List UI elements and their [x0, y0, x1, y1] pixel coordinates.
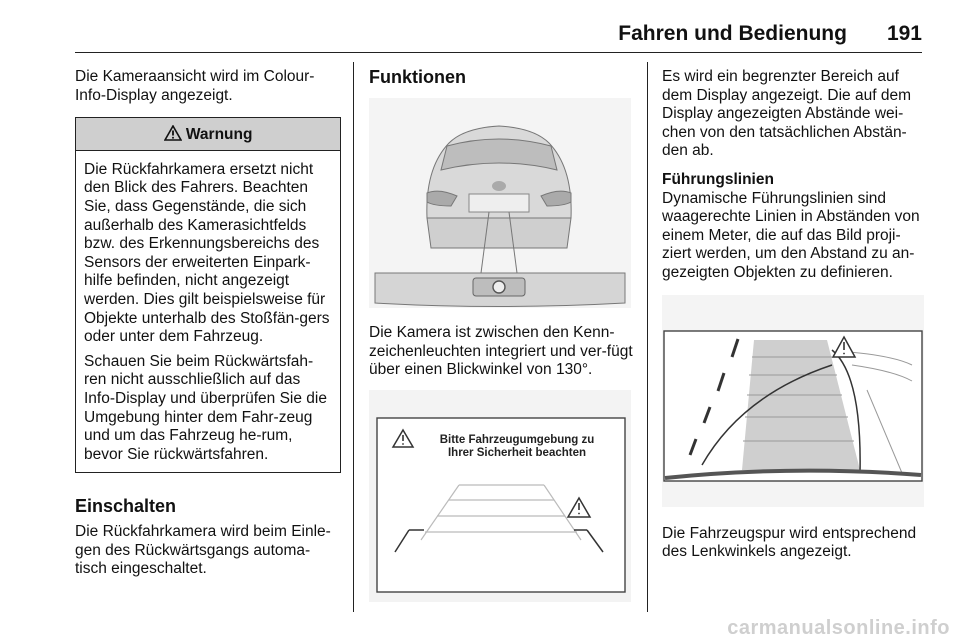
car-rear-svg	[369, 98, 631, 308]
track-guidelines-svg	[662, 295, 924, 507]
chapter-title: Fahren und Bedienung	[618, 22, 847, 45]
display-warning-illustration	[369, 390, 631, 602]
track-caption: Die Fahrzeugspur wird entsprechend des Lenkwinkels angezeigt.	[662, 524, 917, 561]
left-column	[75, 68, 341, 579]
warning-box	[75, 117, 341, 473]
right-intro-text: Es wird ein begrenzter Bereich auf dem Display angezeigt. Die auf dem Display angezeigten Abstände wei-chen von den tatsächlichen Abstän-den ab.	[662, 68, 911, 160]
warning-paragraph-1: Die Rückfahrkamera ersetzt nicht den Blick des Fahrers. Beachten Sie, dass Gegenstände, die sich außerhalb des Kamerasichtfelds bzw. des Erkennungsbereichs des Sensors der erweiterten Einpark-hilfe befinden, nicht angezeigt werden. Dies gilt beispielsweise für Objekte unterhalb des Stoßfän-gers oder unter dem Fahrzeug.	[84, 160, 330, 346]
camera-caption: Die Kamera ist zwischen den Kenn-zeichenleuchten integriert und ver-fügt über einen Blickwinkel von 130°.	[369, 324, 633, 379]
section-title-einschalten: Einschalten	[75, 496, 177, 517]
warning-body	[76, 151, 340, 473]
right-column	[662, 68, 928, 562]
guide-lines-text: Dynamische Führungslinien sind waagerechte Linien in Abständen von einem Meter, die auf das Bild proji-ziert werden, um den Abstand zu an-gezeigten Objekten zu definieren.	[662, 189, 920, 281]
watermark: carmanualsonline.info	[727, 617, 950, 639]
column-divider-2	[647, 62, 648, 612]
guide-lines-title: Führungslinien	[662, 170, 774, 188]
page-header	[618, 22, 922, 46]
rear-camera-location-illustration	[369, 98, 631, 308]
display-message	[427, 434, 607, 460]
display-guidelines-svg	[369, 390, 631, 602]
header-rule	[75, 52, 922, 53]
warning-triangle-icon	[164, 126, 186, 143]
intro-text: Die Kameraansicht wird im Colour-Info-Display angezeigt.	[75, 68, 315, 104]
section-title-funktionen: Funktionen	[369, 67, 466, 87]
section-text-einschalten: Die Rückfahrkamera wird beim Einle-gen des Rückwärtsgangs automa-tisch eingeschaltet.	[75, 523, 331, 578]
column-divider-1	[353, 62, 354, 612]
middle-column	[369, 66, 635, 602]
display-message-line-1: Bitte Fahrzeugumgebung zu	[439, 433, 595, 446]
guide-lines-illustration	[662, 295, 924, 507]
page-number: 191	[886, 22, 922, 45]
warning-paragraph-2: Schauen Sie beim Rückwärtsfah-ren nicht ausschließlich auf das Info-Display und überprüfen Sie die Umgebung hinter dem Fahr-zeug und um das Fahrzeug he-rum, bevor Sie rückwärtsfahren.	[84, 352, 327, 463]
warning-header	[76, 118, 340, 151]
display-message-line-2: Ihrer Sicherheit beachten	[447, 446, 587, 459]
warning-title: Warnung	[185, 126, 253, 144]
